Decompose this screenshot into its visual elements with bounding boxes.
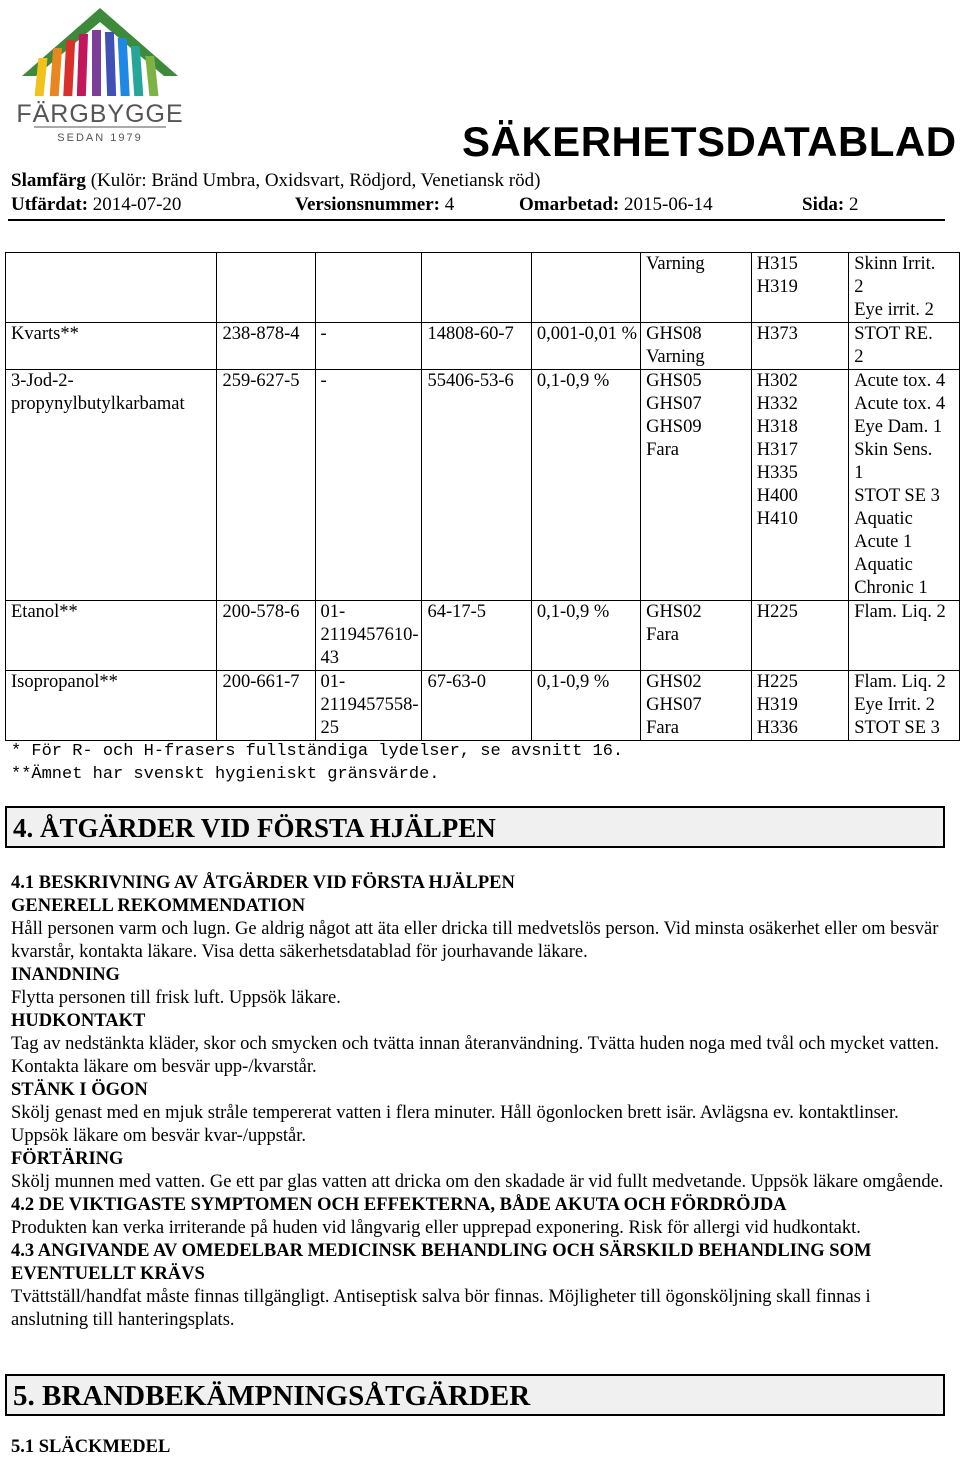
- revised-value: 2015-06-14: [624, 194, 713, 215]
- table-cell-ghs: [641, 671, 752, 741]
- table-cell-ec: 200-578-6: [217, 601, 315, 671]
- cell-line: Flam. Liq. 2: [854, 672, 946, 692]
- table-cell-h: [751, 671, 848, 741]
- header-rule: [8, 219, 945, 221]
- cell-line: Eye irrit. 2: [854, 300, 934, 320]
- cell-line: H319: [756, 277, 798, 297]
- cell-line: H336: [756, 718, 798, 738]
- table-cell-idx: [315, 253, 422, 323]
- ingestion-text: Skölj munnen med vatten. Ge ett par glas vatten att dricka om den skadade är vid fullt medvetande. Uppsök läkare omgående.: [11, 1172, 944, 1192]
- eye-text: Skölj genast med en mjuk stråle tempererat vatten i flera minuter. Håll ögonlocken brett isär. Avlägsna ev. kontaktlinser. Uppsök läkare om besvär kvar-/uppstår.: [11, 1103, 899, 1146]
- cell-line: Skinn Irrit.: [854, 254, 936, 274]
- issued-label: Utfärdat:: [11, 194, 89, 215]
- issued-value: 2014-07-20: [92, 194, 182, 215]
- table-cell-name: Isopropanol**: [6, 671, 217, 741]
- cell-line: H315: [756, 254, 798, 274]
- inhalation-text: Flytta personen till frisk luft. Uppsök läkare.: [11, 988, 341, 1008]
- cell-line: STOT SE 3: [854, 486, 940, 506]
- table-cell-cas: [422, 253, 531, 323]
- cell-line: GHS02: [646, 672, 702, 692]
- cell-line: Acute tox. 4: [854, 394, 946, 414]
- section-5-header: 5. BRANDBEKÄMPNINGSÅTGÄRDER: [5, 1374, 945, 1416]
- table-cell-cas: 67-63-0: [422, 671, 531, 741]
- table-cell-ec: [217, 253, 315, 323]
- cell-line: Eye Dam. 1: [854, 417, 943, 437]
- table-cell-cls: [849, 601, 960, 671]
- subsection-4-2: 4.2 DE VIKTIGASTE SYMPTOMEN OCH EFFEKTERNA, BÅDE AKUTA OCH FÖRDRÖJDA: [11, 1195, 787, 1215]
- cell-line: Varning: [646, 347, 705, 367]
- version-label: Versionsnummer:: [295, 194, 440, 215]
- cell-line: Flam. Liq. 2: [854, 602, 946, 622]
- logo-tagline: SEDAN 1979: [57, 132, 143, 144]
- table-cell-cls: [849, 253, 960, 323]
- cell-line: Acute 1: [854, 532, 913, 552]
- table-cell-ec: 200-661-7: [217, 671, 315, 741]
- document-title: SÄKERHETSDATABLAD: [462, 118, 957, 165]
- table-cell-idx: -: [315, 323, 422, 370]
- version-value: 4: [444, 194, 455, 215]
- table-cell-cls: [849, 671, 960, 741]
- composition-table: [5, 252, 960, 741]
- skin-text: Tag av nedstänkta kläder, skor och smycken och tvätta innan återanvändning. Tvätta huden noga med tvål och mycket vatten. Kontakta läkare om besvär upp-/kvarstår.: [11, 1034, 939, 1077]
- cell-line: Acute tox. 4: [854, 371, 946, 391]
- cell-line: Eye Irrit. 2: [854, 695, 935, 715]
- table-cell-idx: 01-2119457558-25: [315, 671, 422, 741]
- table-cell-ghs: [641, 601, 752, 671]
- cell-line: H335: [756, 463, 798, 483]
- table-row: [6, 323, 960, 370]
- table-row: [6, 253, 960, 323]
- cell-line: 2: [854, 277, 864, 297]
- cell-line: Fara: [646, 718, 679, 738]
- cell-line: STOT RE.: [854, 324, 933, 344]
- cell-line: Skin Sens.: [854, 440, 933, 460]
- cell-line: H400: [756, 486, 798, 506]
- cell-line: GHS02: [646, 602, 702, 622]
- table-cell-h: [751, 370, 848, 601]
- cell-line: Fara: [646, 440, 679, 460]
- page-value: 2: [849, 194, 859, 215]
- table-row: [6, 370, 960, 601]
- table-cell-name: [6, 253, 217, 323]
- page-label: Sida:: [802, 194, 845, 215]
- subsection-4-1: 4.1 BESKRIVNING AV ÅTGÄRDER VID FÖRSTA HJÄLPEN: [11, 873, 515, 893]
- table-cell-h: [751, 323, 848, 370]
- cell-line: Aquatic: [854, 555, 913, 575]
- cell-line: H225: [756, 672, 798, 692]
- table-cell-ghs: [641, 370, 752, 601]
- cell-line: H410: [756, 509, 798, 529]
- section-4-body: [11, 872, 946, 1332]
- product-name: Slamfärg: [11, 170, 86, 191]
- table-cell-idx: -: [315, 370, 422, 601]
- cell-line: H319: [756, 695, 798, 715]
- cell-line: Varning: [646, 254, 705, 274]
- table-cell-h: [751, 253, 848, 323]
- company-logo: [14, 6, 186, 146]
- cell-line: H317: [756, 440, 798, 460]
- table-cell-conc: 0,1-0,9 %: [531, 601, 640, 671]
- cell-line: 2: [854, 347, 864, 367]
- table-cell-h: [751, 601, 848, 671]
- table-row: [6, 671, 960, 741]
- cell-line: Fara: [646, 625, 679, 645]
- logo-name: FÄRGBYGGE: [16, 100, 184, 128]
- cell-line: 1: [854, 463, 864, 483]
- table-cell-conc: 0,1-0,9 %: [531, 671, 640, 741]
- product-detail: (Kulör: Bränd Umbra, Oxidsvart, Rödjord, Venetiansk röd): [90, 170, 541, 191]
- table-cell-cls: [849, 370, 960, 601]
- table-cell-ghs: [641, 253, 752, 323]
- revised-label: Omarbetad:: [519, 194, 620, 215]
- table-cell-conc: 0,1-0,9 %: [531, 370, 640, 601]
- subsection-4-3-text: Tvättställ/handfat måste finnas tillgängligt. Antiseptisk salva bör finnas. Möjligheter till ögonsköljning skall finnas i anslutning till hanteringsplats.: [11, 1287, 871, 1330]
- table-cell-ec: 238-878-4: [217, 323, 315, 370]
- cell-line: GHS09: [646, 417, 702, 437]
- general-heading: GENERELL REKOMMENDATION: [11, 896, 306, 916]
- section-4-header: 4. ÅTGÄRDER VID FÖRSTA HJÄLPEN: [5, 806, 945, 848]
- table-cell-name: Etanol**: [6, 601, 217, 671]
- table-cell-name: 3-Jod-2-propynylbutylkarbamat: [6, 370, 217, 601]
- cell-line: Chronic 1: [854, 578, 928, 598]
- cell-line: H373: [756, 324, 798, 344]
- ingestion-heading: FÖRTÄRING: [11, 1149, 124, 1169]
- table-cell-conc: 0,001-0,01 %: [531, 323, 640, 370]
- table-cell-name: Kvarts**: [6, 323, 217, 370]
- cell-line: GHS07: [646, 695, 702, 715]
- skin-heading: HUDKONTAKT: [11, 1011, 146, 1031]
- cell-line: GHS05: [646, 371, 702, 391]
- cell-line: H302: [756, 371, 798, 391]
- eye-heading: STÄNK I ÖGON: [11, 1080, 148, 1100]
- table-cell-ghs: [641, 323, 752, 370]
- subsection-4-3: 4.3 ANGIVANDE AV OMEDELBAR MEDICINSK BEHANDLING OCH SÄRSKILD BEHANDLING SOM EVENTUELLT KRÄVS: [11, 1241, 872, 1284]
- cell-line: GHS08: [646, 324, 702, 344]
- table-cell-cas: 64-17-5: [422, 601, 531, 671]
- cell-line: H318: [756, 417, 798, 437]
- cell-line: GHS07: [646, 394, 702, 414]
- table-cell-cls: [849, 323, 960, 370]
- cell-line: STOT SE 3: [854, 718, 940, 738]
- cell-line: Aquatic: [854, 509, 913, 529]
- note-hygienic-limit: **Ämnet har svenskt hygieniskt gränsvärde.: [11, 765, 440, 784]
- table-row: [6, 601, 960, 671]
- product-line: [11, 170, 540, 192]
- table-cell-conc: [531, 253, 640, 323]
- cell-line: H225: [756, 602, 798, 622]
- table-cell-cas: 55406-53-6: [422, 370, 531, 601]
- composition-notes: [11, 740, 623, 786]
- inhalation-heading: INANDNING: [11, 965, 120, 985]
- table-cell-idx: 01-2119457610-43: [315, 601, 422, 671]
- subsection-4-2-text: Produkten kan verka irriterande på huden vid långvarig eller upprepad exponering. Risk för allergi vid hudkontakt.: [11, 1218, 861, 1238]
- note-h-phrases: * För R- och H-frasers fullständiga lydelser, se avsnitt 16.: [11, 742, 624, 761]
- cell-line: H332: [756, 394, 798, 414]
- general-text: Håll personen varm och lugn. Ge aldrig något att äta eller dricka till medvetslös person. Vid minsta osäkerhet eller om besvär kvarstår, kontakta läkare. Visa detta säkerhetsdatablad för jourhavande läkare.: [11, 919, 939, 962]
- table-cell-cas: 14808-60-7: [422, 323, 531, 370]
- subsection-5-1: 5.1 SLÄCKMEDEL: [11, 1437, 171, 1457]
- table-cell-ec: 259-627-5: [217, 370, 315, 601]
